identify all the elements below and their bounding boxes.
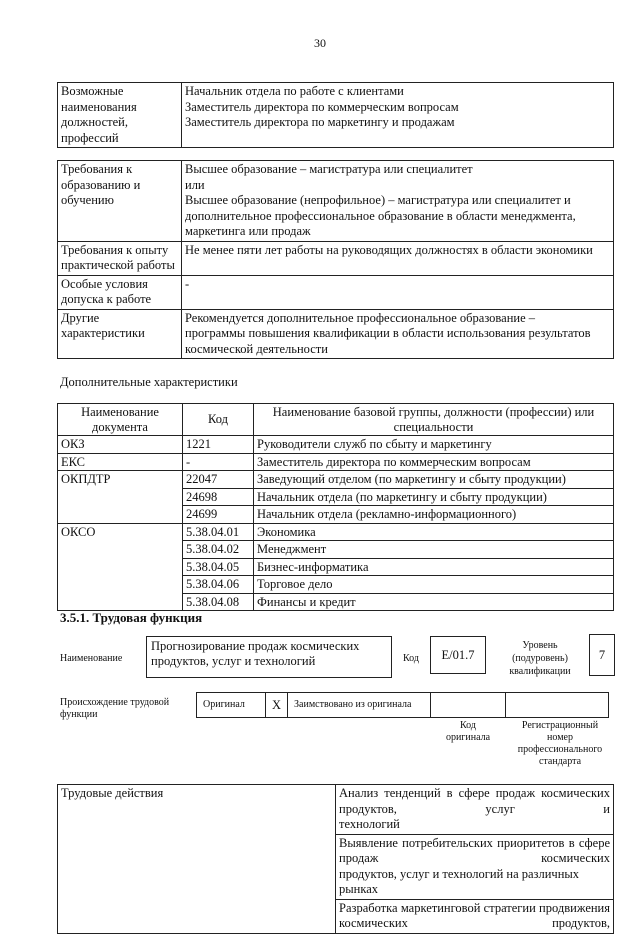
positions-table	[57, 82, 614, 148]
additional-table	[57, 403, 614, 611]
header-code: Код	[183, 404, 254, 436]
name-cell: Начальник отдела (рекламно-информационного)	[254, 506, 614, 524]
code-cell: 24698	[183, 488, 254, 506]
text-line: Высшее образование (непрофильное) – магистратура или специалитет и	[185, 193, 571, 207]
action-item	[336, 785, 614, 835]
origin-table	[196, 692, 609, 718]
section-title: 3.5.1. Трудовая функция	[60, 610, 203, 625]
education-value	[182, 161, 614, 242]
action-item	[336, 834, 614, 899]
name-cell: Начальник отдела (по маркетингу и сбыту продукции)	[254, 488, 614, 506]
name-cell: Руководители служб по сбыту и маркетингу	[254, 436, 614, 454]
code-original-caption: Код оригинала	[445, 720, 491, 743]
text-line: технологий	[339, 817, 400, 831]
code-cell: 22047	[183, 471, 254, 489]
text-line: или	[185, 177, 205, 192]
access-label: Особые условия допуска к работе	[58, 275, 182, 309]
table-row	[58, 523, 614, 541]
original-mark: X	[266, 693, 288, 718]
text-line: Разработка маркетинговой стратегии продвижения космических продуктов,	[339, 900, 610, 930]
name-cell: Менеджмент	[254, 541, 614, 559]
code-cell: 1221	[183, 436, 254, 454]
other-value	[182, 309, 614, 359]
doc-cell: ЕКС	[58, 453, 183, 471]
level-label: Уровень (подуровень) квалификации	[509, 640, 571, 677]
function-name-label: Наименование	[60, 653, 123, 664]
actions-table	[57, 784, 614, 934]
access-value: -	[182, 275, 614, 309]
origin-label: Происхождение трудовой функции	[60, 697, 170, 720]
table-row	[197, 693, 609, 718]
reg-number-cell	[506, 693, 609, 718]
text-line: продуктов, услуг и технологий на различных рынках	[339, 866, 580, 896]
code-cell: 24699	[183, 506, 254, 524]
experience-value: Не менее пяти лет работы на руководящих должностях в области экономики	[182, 241, 614, 275]
table-header-row	[58, 404, 614, 436]
additional-title: Дополнительные характеристики	[60, 375, 238, 389]
positions-label: Возможные наименования должностей, профессий	[58, 83, 182, 148]
action-item	[336, 899, 614, 933]
table-row	[58, 785, 614, 835]
name-cell: Заместитель директора по коммерческим вопросам	[254, 453, 614, 471]
text-line: Выявление потребительских приоритетов в сфере продаж космических	[339, 835, 610, 865]
borrowed-label: Заимствовано из оригинала	[288, 693, 431, 718]
doc-cell: ОКЗ	[58, 436, 183, 454]
requirements-table	[57, 160, 614, 359]
list-item: Начальник отдела по работе с клиентами	[185, 84, 404, 98]
table-row	[58, 309, 614, 359]
text-line: дополнительное профессиональное образование в области менеджмента,	[185, 208, 576, 223]
name-cell: Бизнес-информатика	[254, 558, 614, 576]
function-code-label: Код	[403, 653, 419, 664]
text-line: Рекомендуется дополнительное профессиональное образование –	[185, 310, 536, 325]
name-cell: Торговое дело	[254, 576, 614, 594]
function-code-box: E/01.7	[430, 636, 486, 674]
list-item: Заместитель директора по маркетингу и продажам	[185, 115, 455, 129]
text-line: маркетинга или продаж	[185, 224, 311, 238]
code-cell: 5.38.04.08	[183, 593, 254, 611]
doc-cell: ОКПДТР	[58, 471, 183, 524]
table-row	[58, 436, 614, 454]
code-cell: 5.38.04.06	[183, 576, 254, 594]
text-line: программы повышения квалификации в области использования результатов	[185, 326, 591, 340]
table-row	[58, 471, 614, 489]
code-original-cell	[431, 693, 506, 718]
name-cell: Заведующий отделом (по маркетингу и сбыту продукции)	[254, 471, 614, 489]
header-doc: Наименование документа	[58, 404, 183, 436]
code-cell: 5.38.04.01	[183, 523, 254, 541]
other-label: Другие характеристики	[58, 309, 182, 359]
table-row	[58, 161, 614, 242]
experience-label: Требования к опыту практической работы	[58, 241, 182, 275]
name-cell: Финансы и кредит	[254, 593, 614, 611]
reg-number-caption: Регистрационный номер профессионального стандарта	[517, 720, 603, 767]
table-row	[58, 275, 614, 309]
code-cell: 5.38.04.02	[183, 541, 254, 559]
education-label: Требования к образованию и обучению	[58, 161, 182, 242]
code-cell: 5.38.04.05	[183, 558, 254, 576]
list-item: Заместитель директора по коммерческим вопросам	[185, 99, 459, 114]
table-row	[58, 453, 614, 471]
code-cell: -	[183, 453, 254, 471]
text-line: космической деятельности	[185, 341, 328, 356]
text-line: Анализ тенденций в сфере продаж космических продуктов, услуг и	[339, 786, 610, 816]
table-row	[58, 83, 614, 148]
actions-label: Трудовые действия	[58, 785, 336, 934]
table-row	[58, 241, 614, 275]
text-line: Высшее образование – магистратура или специалитет	[185, 162, 473, 176]
original-label: Оригинал	[197, 693, 266, 718]
positions-list	[182, 83, 614, 148]
function-name-box: Прогнозирование продаж космических продуктов, услуг и технологий	[146, 636, 392, 678]
doc-cell: ОКСО	[58, 523, 183, 611]
page-number: 30	[314, 36, 326, 50]
name-cell: Экономика	[254, 523, 614, 541]
level-box: 7	[589, 634, 615, 676]
header-name: Наименование базовой группы, должности (профессии) или специальности	[254, 404, 614, 436]
